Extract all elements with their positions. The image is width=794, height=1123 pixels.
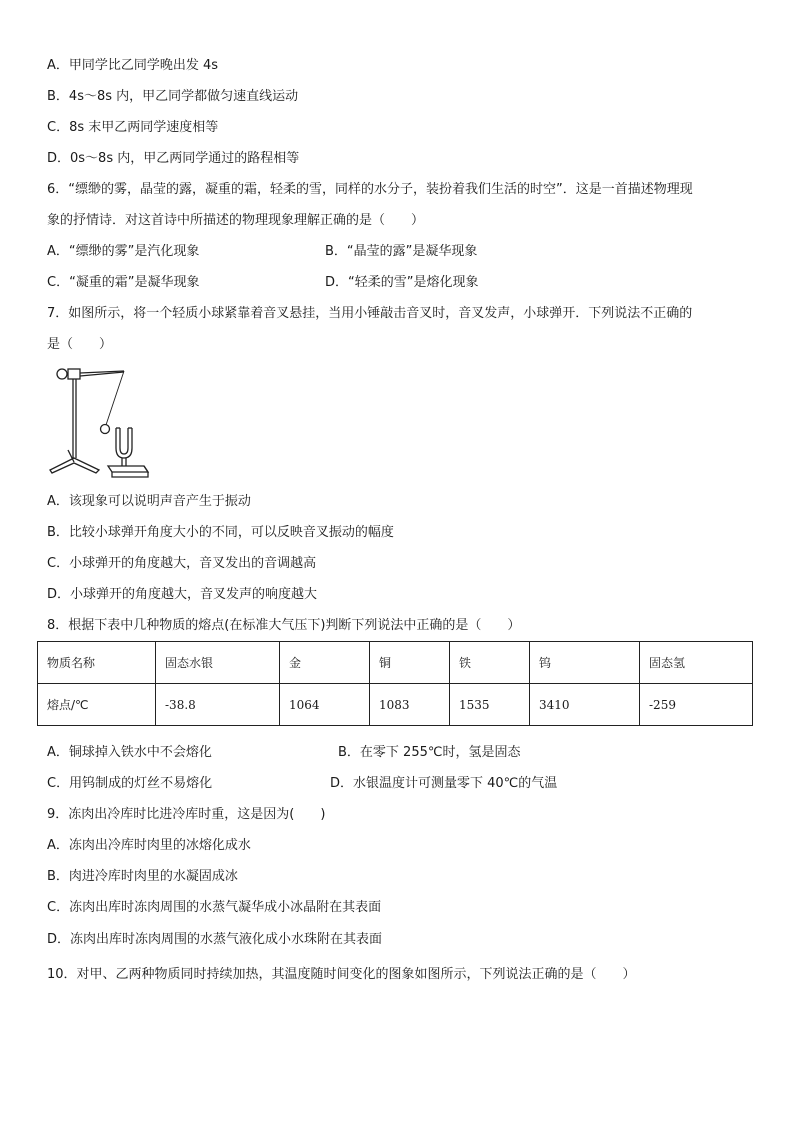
table-cell: 固态水银 <box>156 642 280 684</box>
fork-base-top <box>108 466 148 472</box>
q7-option-b: B．比较小球弹开角度大小的不同，可以反映音叉振动的幅度 <box>47 525 394 540</box>
q7-stem-line2: 是（ ） <box>47 337 113 352</box>
melting-point-table <box>37 641 753 726</box>
q6-option-d: D．“轻柔的雪”是熔化现象 <box>325 275 479 290</box>
q7-option-a: A．该现象可以说明声音产生于振动 <box>47 494 251 509</box>
tuning-fork-figure <box>44 362 154 478</box>
q8-option-a: A．铜球掉入铁水中不会熔化 <box>47 745 212 760</box>
q10-stem: 10．对甲、乙两种物质同时持续加热，其温度随时间变化的图象如图所示，下列说法正确的是（ ） <box>47 967 636 982</box>
q5-option-c: C．8s 末甲乙两同学速度相等 <box>47 120 219 135</box>
table-cell: 物质名称 <box>38 642 156 684</box>
q6-stem-line1: 6．“缥缈的雾，晶莹的露，凝重的霜，轻柔的雪，同样的水分子，装扮着我们生活的时空”．这是一首描述物理现 <box>47 182 693 197</box>
q8-option-c: C．用钨制成的灯丝不易熔化 <box>47 776 213 791</box>
q8-stem: 8．根据下表中几种物质的熔点(在标准大气压下)判断下列说法中正确的是（ ） <box>47 618 521 633</box>
q9-option-b: B．肉进冷库时肉里的水凝固成冰 <box>47 869 238 884</box>
tuning-fork-inner <box>120 428 128 454</box>
table-cell: 钨 <box>530 642 640 684</box>
table-cell: 固态氢 <box>640 642 753 684</box>
q6-option-c: C．“凝重的霜”是凝华现象 <box>47 275 200 290</box>
q9-option-a: A．冻肉出冷库时肉里的冰熔化成水 <box>47 838 251 853</box>
q8-option-d: D．水银温度计可测量零下 40℃的气温 <box>330 776 558 791</box>
q8-option-b: B．在零下 255℃时，氢是固态 <box>338 745 521 760</box>
table-cell: -259 <box>640 684 753 726</box>
q5-option-d: D．0s～8s 内，甲乙两同学通过的路程相等 <box>47 151 300 166</box>
table-header-row <box>38 642 753 684</box>
q5-option-b: B．4s～8s 内，甲乙同学都做匀速直线运动 <box>47 89 299 104</box>
table-cell: 1083 <box>370 684 450 726</box>
q7-option-d: D．小球弹开的角度越大，音叉发声的响度越大 <box>47 587 318 602</box>
stand-base <box>50 458 99 473</box>
q6-option-a: A．“缥缈的雾”是汽化现象 <box>47 244 200 259</box>
q7-option-c: C．小球弹开的角度越大，音叉发出的音调越高 <box>47 556 317 571</box>
table-cell: 铁 <box>450 642 530 684</box>
table-cell: 1535 <box>450 684 530 726</box>
q5-option-a: A．甲同学比乙同学晚出发 4s <box>47 58 219 73</box>
table-cell: -38.8 <box>156 684 280 726</box>
fork-base-side <box>112 472 148 477</box>
q6-stem-line2: 象的抒情诗．对这首诗中所描述的物理现象理解正确的是（ ） <box>47 213 425 228</box>
q9-option-c: C．冻肉出库时冻肉周围的水蒸气凝华成小冰晶附在其表面 <box>47 900 382 915</box>
table-row <box>38 684 753 726</box>
clamp-block <box>68 369 80 379</box>
pendulum-thread <box>106 371 124 425</box>
clamp-knob <box>57 369 67 379</box>
q9-option-d: D．冻肉出库时冻肉周围的水蒸气液化成小水珠附在其表面 <box>47 932 383 947</box>
table-cell: 3410 <box>530 684 640 726</box>
table-cell: 1064 <box>280 684 370 726</box>
pendulum-ball <box>101 425 110 434</box>
table-cell: 金 <box>280 642 370 684</box>
table-cell: 熔点/℃ <box>38 684 156 726</box>
q9-stem: 9．冻肉出冷库时比进冷库时重，这是因为( ) <box>47 807 326 822</box>
q7-stem-line1: 7．如图所示，将一个轻质小球紧靠着音叉悬挂，当用小锤敲击音叉时，音叉发声，小球弹开．下列说法不正确的 <box>47 306 693 321</box>
q6-option-b: B．“晶莹的露”是凝华现象 <box>325 244 478 259</box>
table-cell: 铜 <box>370 642 450 684</box>
